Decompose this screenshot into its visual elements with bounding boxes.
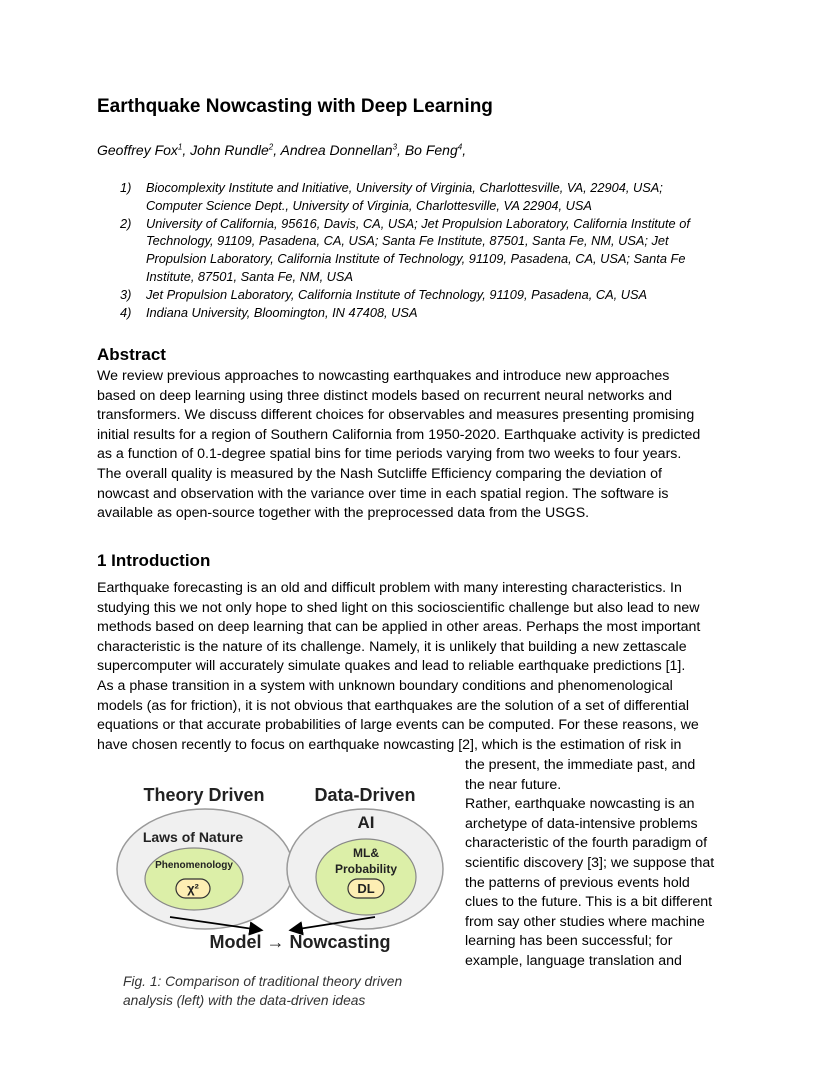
affiliation-number: 2) <box>120 215 132 231</box>
theory-driven-title: Theory Driven <box>143 785 265 805</box>
introduction-line: supercomputer will accurately simulate quakes and lead to reliable earthquake predictions [1]. <box>97 658 686 675</box>
affiliation-line: Indiana University, Bloomington, IN 47408, USA <box>146 304 418 320</box>
introduction-line: Rather, earthquake nowcasting is an <box>465 796 695 813</box>
introduction-line: example, language translation and <box>465 952 682 969</box>
author-name: Andrea Donnellan <box>280 142 393 158</box>
introduction-line: As a phase transition in a system with unknown boundary conditions and phenomenological <box>97 677 673 694</box>
introduction-wrap-text <box>465 756 745 972</box>
ml-label: ML& <box>353 846 379 860</box>
introduction-line: have chosen recently to focus on earthquake nowcasting [2], which is the estimation of risk in <box>97 736 682 753</box>
affiliation-item <box>120 215 730 286</box>
abstract-text <box>97 367 737 524</box>
introduction-line: from say other studies where machine <box>465 913 705 930</box>
introduction-line: the near future. <box>465 776 562 793</box>
author-name: John Rundle <box>190 142 269 158</box>
abstract-line: We review previous approaches to nowcasting earthquakes and introduce new approaches <box>97 368 670 384</box>
affiliation-item <box>120 179 730 215</box>
abstract-line: The overall quality is measured by the Nash Sutcliffe Efficiency comparing the deviation of <box>97 465 662 482</box>
abstract-line: nowcast and observation with the variance over time in each spatial region. The software is <box>97 485 669 502</box>
introduction-line: characteristic is the nature of its challenge. Namely, it is unlikely that building a new zettascale <box>97 638 687 655</box>
phenomenology-label: Phenomenology <box>155 860 233 871</box>
abstract-line: transformers. We discuss different choices for observables and measures presenting promising <box>97 407 695 424</box>
affiliation-line: Technology, 91109, Pasadena, CA, USA; Santa Fe Institute, 87501, Santa Fe, NM, USA; Jet <box>146 233 669 249</box>
author-list: Geoffrey Fox$^1$, John Rundle$^2$, Andrea Donnellan$^3$, Bo Feng$^4$, <box>97 142 467 158</box>
introduction-line: studying this we not only hope to shed light on this socioscientific challenge but also lead to new <box>97 599 700 616</box>
figure-1 <box>110 772 455 972</box>
introduction-line: clues to the future. This is a bit different <box>465 894 713 911</box>
introduction-line: methods based on deep learning that can be applied in other areas. Perhaps the most important <box>97 619 701 636</box>
affiliation-list <box>120 179 730 321</box>
author-affiliation-mark: 2 <box>268 142 274 152</box>
chi-squared-label: χ² <box>187 881 199 896</box>
author-affiliation-mark: 3 <box>392 142 398 152</box>
model-nowcasting-label: Model → Nowcasting <box>209 932 391 952</box>
affiliation-line: Biocomplexity Institute and Initiative, University of Virginia, Charlottesville, VA, 22904, USA; <box>146 180 663 195</box>
probability-label: Probability <box>334 862 398 876</box>
introduction-line: the patterns of previous events hold <box>465 874 690 891</box>
abstract-heading: Abstract <box>97 345 166 364</box>
figure-1-caption <box>123 973 463 1010</box>
author-name: Bo Feng <box>404 142 458 158</box>
dl-label: DL <box>357 881 375 896</box>
caption-line: Fig. 1: Comparison of traditional theory driven <box>123 974 403 989</box>
author-name: Geoffrey Fox <box>97 142 178 158</box>
introduction-line: equations or that accurate probabilities of large events can be computed. For these reasons, we <box>97 717 699 734</box>
figure-1-diagram <box>110 772 455 972</box>
affiliation-line: Jet Propulsion Laboratory, California Institute of Technology, 91109, Pasadena, CA, USA <box>146 286 648 302</box>
introduction-line: learning has been successful; for <box>465 933 673 950</box>
affiliation-number: 1) <box>120 180 132 195</box>
abstract-line: initial results for a region of Southern California from 1950-2020. Earthquake activity is predicted <box>97 426 701 443</box>
introduction-line: models (as for friction), it is not obvious that earthquakes are the solution of a set of differential <box>97 697 689 714</box>
introduction-line: the present, the immediate past, and <box>465 757 696 773</box>
introduction-line: Earthquake forecasting is an old and difficult problem with many interesting characteristics. In <box>97 580 682 596</box>
author-affiliation-mark: 4 <box>457 142 463 152</box>
affiliation-line: University of California, 95616, Davis, CA, USA; Jet Propulsion Laboratory, California Institute of <box>146 215 690 231</box>
data-driven-title: Data-Driven <box>314 785 416 805</box>
introduction-line: characteristic of the fourth paradigm of <box>465 835 708 852</box>
affiliation-line: Computer Science Dept., University of Virginia, Charlottesville, VA 22904, USA <box>146 197 592 213</box>
affiliation-line: Institute, 87501, Santa Fe, NM, USA <box>146 268 353 284</box>
introduction-line: archetype of data-intensive problems <box>465 815 698 832</box>
abstract-line: as a function of 0.1-degree spatial bins for time periods varying from two weeks to four years. <box>97 446 682 463</box>
affiliation-line: Propulsion Laboratory, California Institute of Technology, 91109, Pasadena, CA, USA; Santa Fe <box>146 251 686 267</box>
ai-label: AI <box>357 813 375 832</box>
introduction-text <box>97 579 737 755</box>
affiliation-item <box>120 304 730 322</box>
introduction-line: scientific discovery [3]; we suppose that <box>465 854 715 871</box>
abstract-line: based on deep learning using three distinct models based on recurrent neural networks and <box>97 387 672 404</box>
affiliation-number: 3) <box>120 286 132 302</box>
abstract-line: available as open-source together with the preprocessed data from the USGS. <box>97 505 590 522</box>
affiliation-number: 4) <box>120 304 132 320</box>
paper-title: Earthquake Nowcasting with Deep Learning <box>97 96 493 117</box>
caption-line: analysis (left) with the data-driven ideas <box>123 992 366 1008</box>
laws-of-nature-label: Laws of Nature <box>142 829 244 845</box>
introduction-heading: 1 Introduction <box>97 551 211 570</box>
author-affiliation-mark: 1 <box>177 142 183 152</box>
affiliation-item <box>120 286 730 304</box>
